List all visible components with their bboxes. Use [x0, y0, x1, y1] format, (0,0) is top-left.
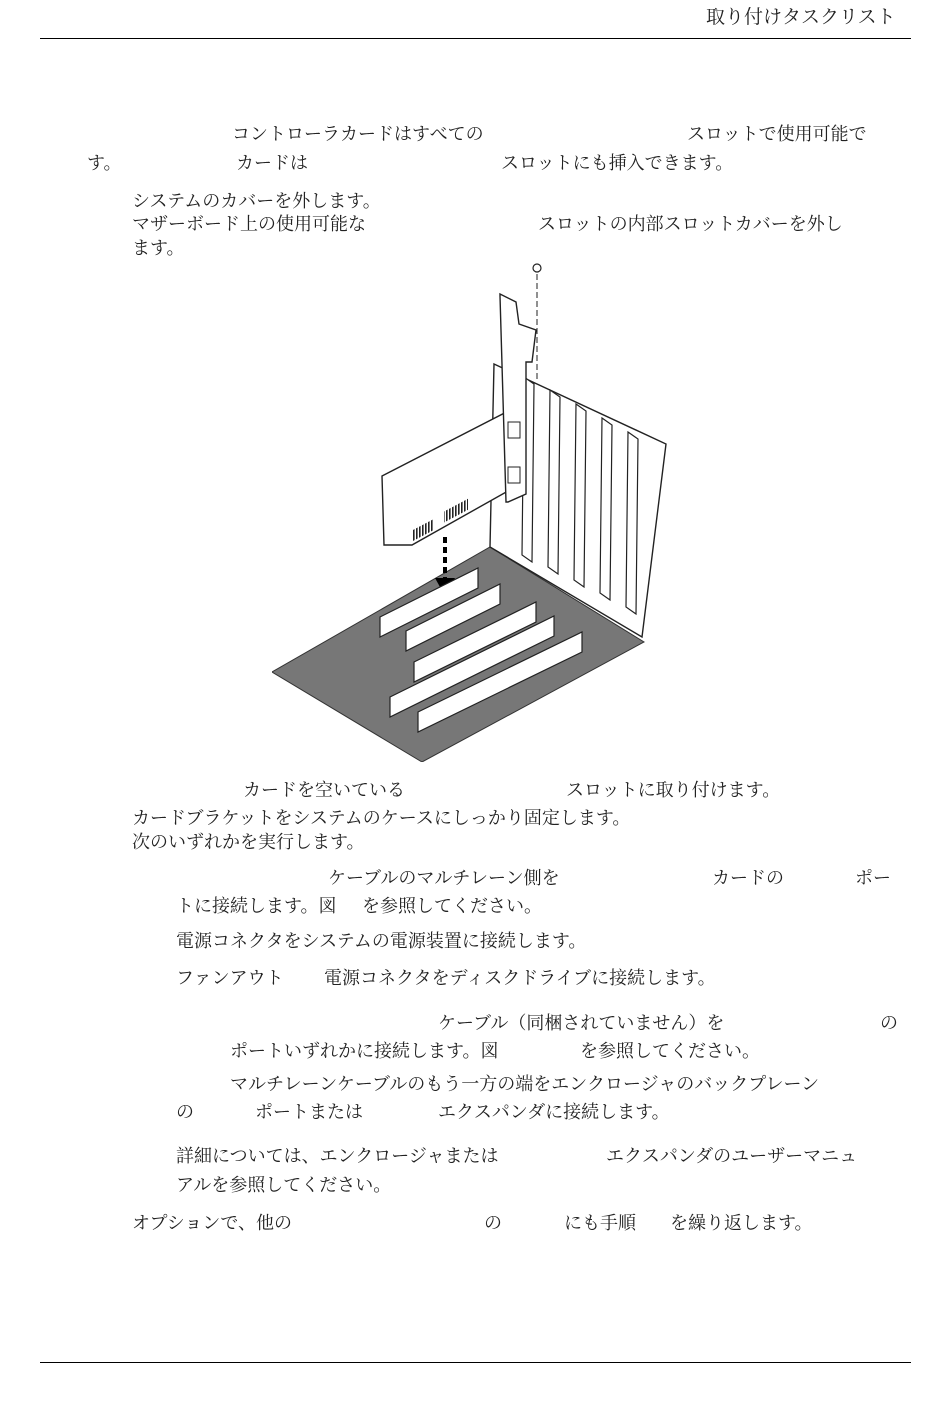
option-text: の [880, 1013, 898, 1034]
step-text: ます。 [132, 238, 185, 259]
option-text: ファンアウト [176, 968, 284, 989]
step-text: スロットに取り付けます。 [566, 780, 781, 801]
option-text: を参照してください。 [580, 1041, 760, 1062]
option-text: を参照してください。 [362, 896, 542, 917]
bracket-tab [508, 467, 520, 483]
option-text: の [176, 1102, 194, 1123]
step-text: オプションで、他の [132, 1213, 293, 1234]
option-text: エクスパンダのユーザーマニュ [606, 1146, 858, 1167]
option-text: アルを参照してください。 [176, 1175, 392, 1196]
option-text: ケーブルのマルチレーン側を [328, 868, 560, 889]
step-text: を繰り返します。 [670, 1213, 813, 1234]
header-rule [40, 38, 911, 39]
step-text: カードブラケットをシステムのケースにしっかり固定します。 [132, 808, 631, 829]
option-text: ポートいずれかに接続します。図 [230, 1041, 499, 1062]
step-text: カードを空いている [243, 780, 405, 801]
intro-text: コントローラカードはすべての [232, 124, 484, 145]
intro-text: カードは [236, 153, 308, 174]
option-text: ケーブル（同梱されていません）を [438, 1013, 725, 1034]
section-title: 取り付けタスクリスト [706, 6, 896, 28]
option-text: ポートまたは [255, 1102, 363, 1123]
option-text: 詳細については、エンクロージャまたは [176, 1146, 499, 1167]
option-text: エクスパンダに接続します。 [438, 1102, 670, 1123]
step-text: の [484, 1213, 502, 1234]
option-text: マルチレーンケーブルのもう一方の端をエンクロージャのバックプレーン [230, 1074, 820, 1095]
footer-rule [40, 1362, 911, 1363]
intro-text: スロットで使用可能で [687, 124, 867, 145]
step-text: マザーボード上の使用可能な [132, 214, 366, 235]
option-text: 電源コネクタをディスクドライブに接続します。 [324, 968, 716, 989]
step-text: システムのカバーを外します。 [132, 191, 381, 212]
option-text: 電源コネクタをシステムの電源装置に接続します。 [176, 931, 587, 952]
option-text: ポー [855, 868, 891, 889]
bracket-tab [508, 422, 520, 438]
intro-text: スロットにも挿入できます。 [501, 153, 734, 174]
screw-icon [533, 264, 541, 272]
intro-text: す。 [87, 153, 122, 174]
option-text: トに接続します。図 [176, 896, 337, 917]
option-text: カードの [712, 868, 784, 889]
step-text: 次のいずれかを実行します。 [132, 832, 365, 853]
step-text: にも手順 [564, 1213, 636, 1234]
card-installation-illustration [272, 262, 672, 762]
step-text: スロットの内部スロットカバーを外し [538, 214, 843, 235]
